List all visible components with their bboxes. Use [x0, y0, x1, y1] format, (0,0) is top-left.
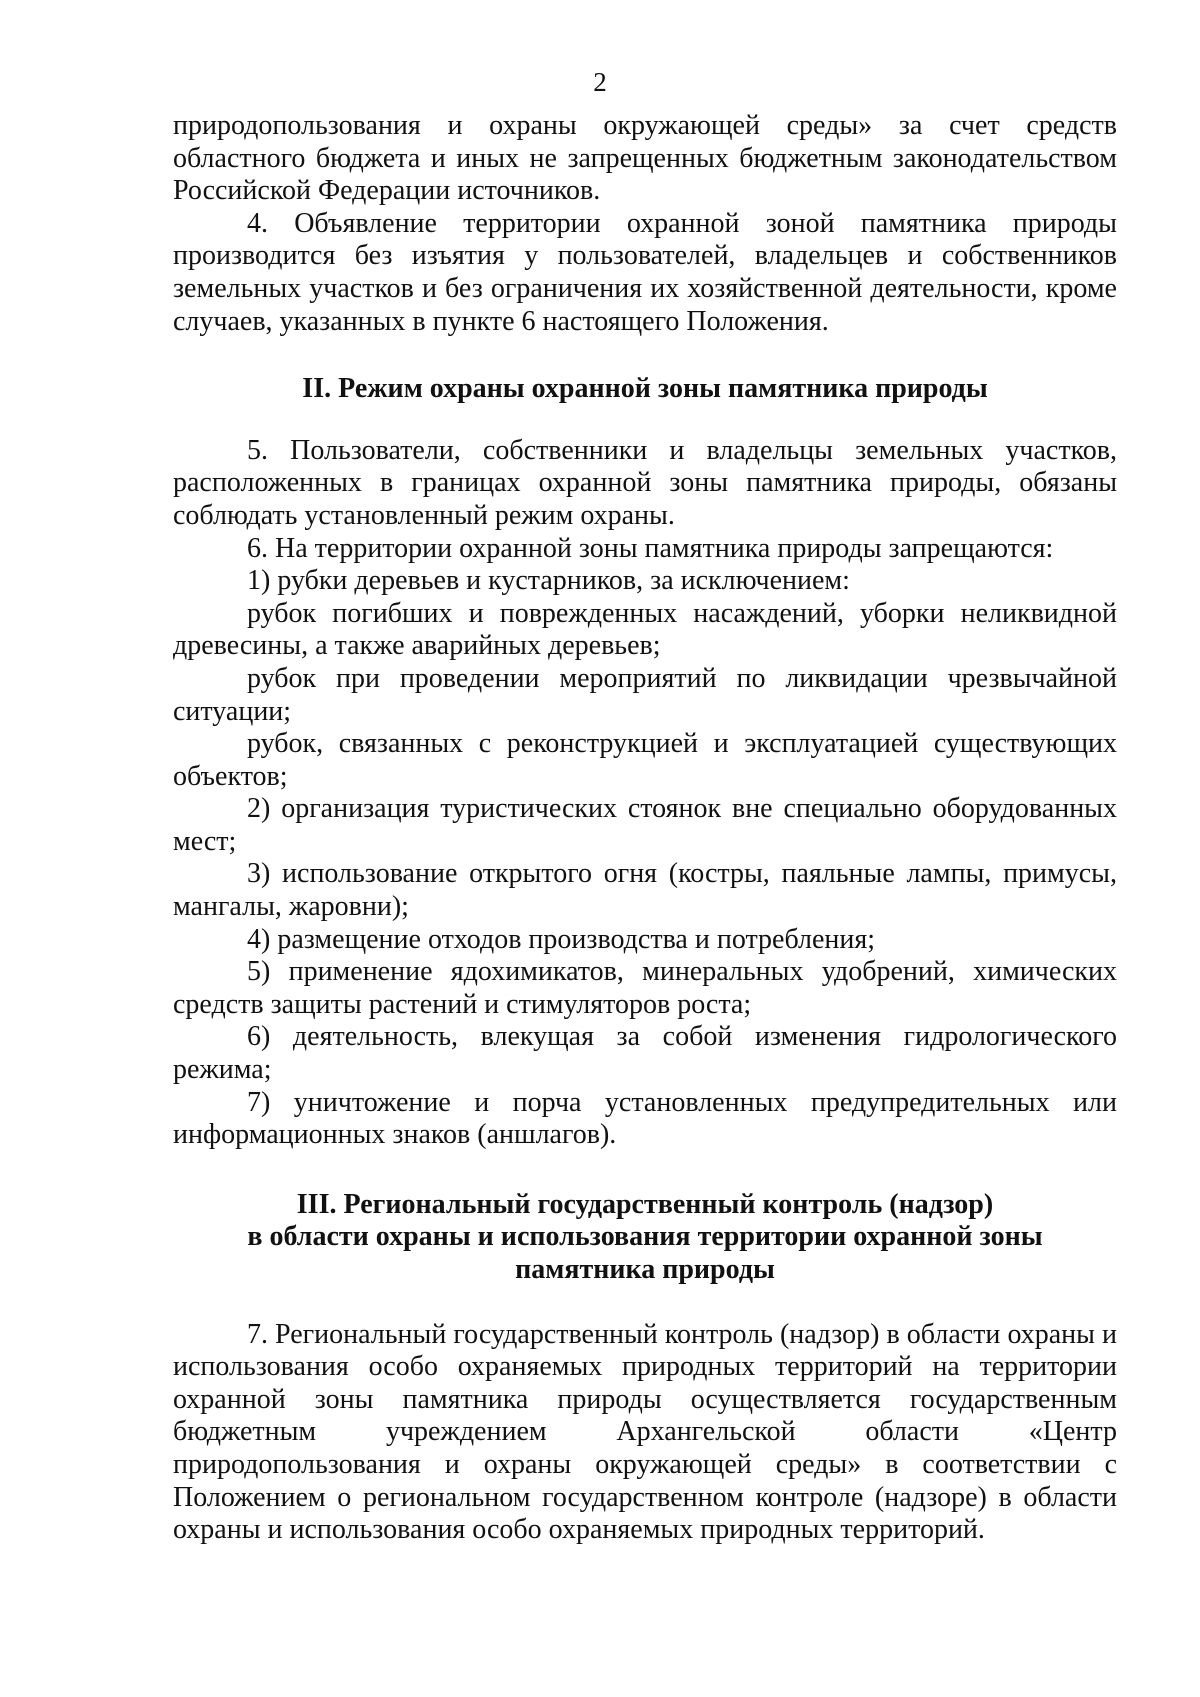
list-item-5: 5) применение ядохимикатов, минеральных удобрений, химических средств защиты растений и стимуляторов роста; — [173, 956, 1117, 1020]
section-2-body — [173, 435, 1117, 1152]
list-item-2: 2) организация туристических стоянок вне специально оборудованных мест; — [173, 793, 1117, 857]
paragraph-4: 4. Объявление территории охранной зоной памятника природы производится без изъятия у пользователей, владельцев и собственников земельных участков и без ограничения их хозяйственной деятельности, кроме случаев, указанных в пункте 6 настоящего Положения. — [173, 207, 1117, 337]
list-item-3: 3) использование открытого огня (костры, паяльные лампы, примусы, мангалы, жаровни); — [173, 858, 1117, 923]
paragraph-6: 6. На территории охранной зоны памятника природы запрещаются: — [247, 532, 1054, 564]
paragraph-7: 7. Региональный государственный контроль (надзор) в области охраны и использования особо охраняемых природных территорий на территории охранной зоны памятника природы осуществляется государственным бюджетным учреждением Архангельской области «Центр природопользования и охраны окружающей среды» в соответствии с Положением о региональном государственном контроле (надзоре) в области охраны и использования особо охраняемых природных территорий. — [173, 1318, 1117, 1546]
document-body — [173, 110, 1117, 1547]
paragraph-continuation: природопользования и охраны окружающей среды» за счет средств областного бюджета и иных не запрещенных бюджетным законодательством Российской Федерации источников. — [173, 110, 1117, 207]
list-item-7: 7) уничтожение и порча установленных предупредительных или информационных знаков (аншлагов). — [173, 1086, 1117, 1151]
section-3-heading — [173, 1189, 1117, 1287]
section-3-heading-line-2: в области охраны и использования территории охранной зоны — [247, 1221, 1043, 1253]
list-subitem-dead-trees: рубок погибших и поврежденных насаждений, уборки неликвидной древесины, а также аварийных деревьев; — [173, 597, 1117, 662]
section-3-heading-line-3: памятника природы — [515, 1254, 775, 1285]
list-item-6: 6) деятельность, влекущая за собой изменения гидрологического режима; — [173, 1021, 1117, 1086]
list-subitem-reconstruction: рубок, связанных с реконструкцией и эксплуатацией существующих объектов; — [173, 728, 1117, 792]
list-item-1: 1) рубки деревьев и кустарников, за исключением: — [247, 565, 850, 597]
page-number: 2 — [593, 67, 607, 97]
section-2-heading: II. Режим охраны охранной зоны памятника природы — [302, 373, 988, 405]
list-subitem-emergency: рубок при проведении мероприятий по ликвидации чрезвычайной ситуации; — [173, 662, 1117, 727]
paragraph-5: 5. Пользователи, собственники и владельцы земельных участков, расположенных в границах охранной зоны памятника природы, обязаны соблюдать установленный режим охраны. — [173, 434, 1117, 531]
list-item-4: 4) размещение отходов производства и потребления; — [247, 923, 876, 955]
section-3-heading-line-1: III. Региональный государственный контроль (надзор) — [296, 1188, 994, 1220]
